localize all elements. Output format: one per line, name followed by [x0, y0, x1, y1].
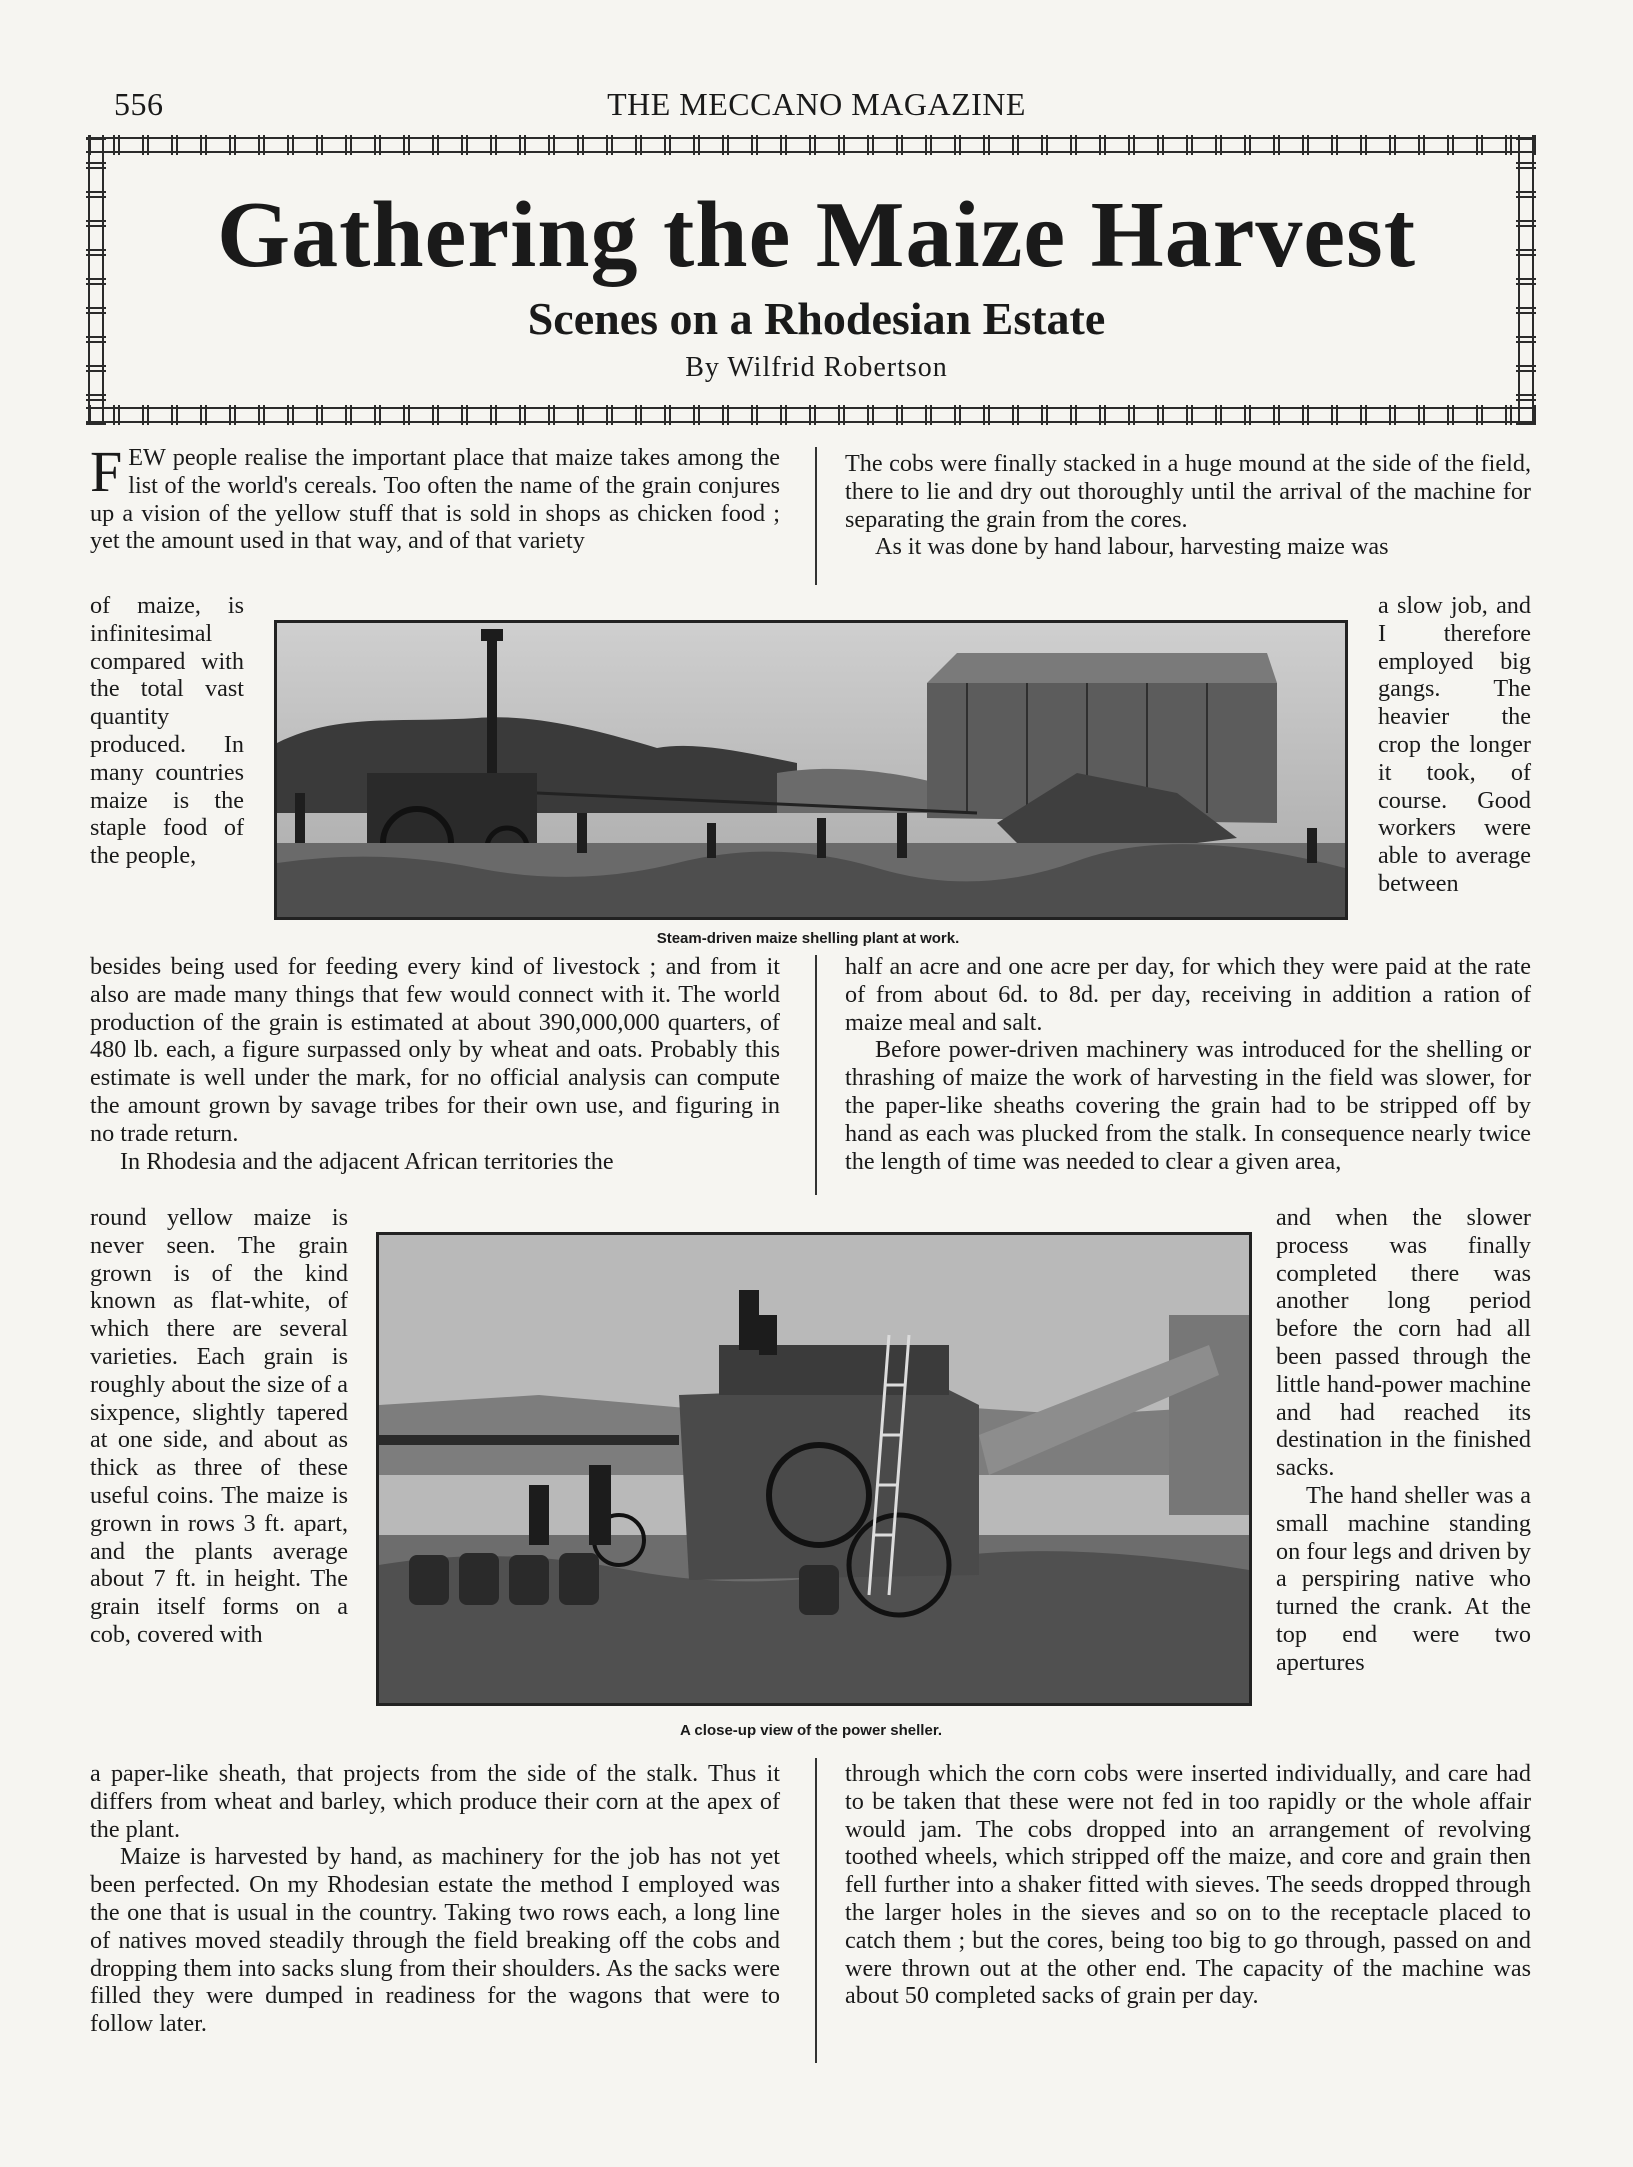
frame-bottom-border — [86, 405, 1536, 425]
running-title: THE MECCANO MAGAZINE — [607, 86, 1026, 122]
right-col-narrow-1 — [1378, 592, 1531, 898]
paragraph: half an acre and one acre per day, for which they were paid at the rate of from about 6d. to 8d. per day, receiving in addition a ration of maize meal and salt. — [845, 953, 1531, 1036]
paragraph: a slow job, and I therefore employed big gangs. The heavier the crop the longer it took, of course. Good workers were able to average between — [1378, 592, 1531, 897]
paragraph: The cobs were finally stacked in a huge mound at the side of the field, there to lie and dry out thoroughly until the arrival of the machine for separating the grain from the cores. — [845, 450, 1531, 533]
article-title: Gathering the Maize Harvest — [216, 183, 1417, 287]
article-subtitle: Scenes on a Rhodesian Estate — [527, 293, 1106, 344]
photo-caption: A close-up view of the power sheller. — [679, 1722, 942, 1739]
paragraph: of maize, is infinitesimal compared with the total vast quantity produced. In many countries maize is the staple food of the people, — [90, 592, 244, 870]
frame-top-border — [86, 135, 1536, 155]
paragraph: besides being used for feeding every kind of livestock ; and from it also are made many things that few would connect with it. The world production of the grain is estimated at about 390,000,000 quarters, of 480 lb. each, a figure surpassed only by wheat and oats. Probably this estimate is well under the mark, for no official analysis can compute the amount grown by savage tribes for their own use, and figuring in no trade return. — [90, 953, 780, 1147]
right-col-narrow-2 — [1276, 1204, 1531, 1677]
paragraph: The hand sheller was a small machine standing on four legs and driven by a perspiring native who turned the crank. At the top end were two apertures — [1276, 1481, 1531, 1676]
photo-steam-shelling-plant — [274, 620, 1348, 920]
right-col-middle — [845, 953, 1531, 1175]
paragraph: Before power-driven machinery was introduced for the shelling or thrashing of maize the work of harvesting in the field was slower, for the paper-like sheaths covering the grain had to be stripped off by hand as each was plucked from the stalk. In consequence nearly twice the length of time was needed to clear a given area, — [845, 1036, 1531, 1175]
paragraph: through which the corn cobs were inserted individually, and care had to be taken that these were not fed in too rapidly or the whole affair would jam. The cobs dropped into an arrangement of revolving toothed wheels, which stripped off the maize, and core and grain then fell further into a shaker fitted with sieves. The seeds dropped through the larger holes in the sieves and so on to the receptacle placed to catch them ; but the cores, being too big to go through, passed on and were thrown out at the other end. The capacity of the machine was about 50 completed sacks of grain per day. — [845, 1760, 1531, 2010]
left-col-narrow-2 — [90, 1204, 348, 1649]
page-number: 556 — [114, 86, 164, 122]
paragraph: a paper-like sheath, that projects from the side of the stalk. Thus it differs from wheat and barley, which produce their corn at the apex of the plant. — [90, 1760, 780, 1843]
paragraph: EW people realise the important place that maize takes among the list of the world's cereals. Too often the name of the grain conjures up a vision of the yellow stuff that is sold in shops as chicken food ; yet the amount used in that way, and of that variety — [90, 444, 780, 555]
column-rule — [815, 1758, 817, 2063]
paragraph: In Rhodesia and the adjacent African territories the — [120, 1147, 614, 1175]
left-col-intro — [90, 439, 780, 555]
photo-steam-shelling-plant-image — [277, 623, 1345, 917]
right-col-intro — [845, 450, 1531, 561]
column-rule — [815, 955, 817, 1195]
paragraph: As it was done by hand labour, harvesting maize was — [875, 533, 1389, 561]
article-byline: By Wilfrid Robertson — [685, 352, 948, 383]
paragraph: round yellow maize is never seen. The grain grown is of the kind known as flat-white, of which there are several varieties. Each grain is roughly about the size of a sixpence, slightly tapered at one side, and about as thick as three of these useful coins. The maize is grown in rows 3 ft. apart, and the plants average about 7 ft. in height. The grain itself forms on a cob, covered with — [90, 1204, 348, 1648]
photo-power-sheller — [376, 1232, 1252, 1706]
photo-power-sheller-image — [379, 1235, 1249, 1703]
left-col-bottom — [90, 1760, 780, 2038]
paragraph: and when the slower process was finally completed there was another long period before the corn had all been passed through the little hand-power machine and had reached its destination in the finished sacks. — [1276, 1204, 1531, 1482]
left-col-middle — [90, 953, 780, 1175]
right-col-bottom — [845, 1760, 1531, 2010]
photo-caption: Steam-driven maize shelling plant at work. — [656, 930, 960, 947]
paragraph: Maize is harvested by hand, as machinery for the job has not yet been perfected. On my Rhodesian estate the method I employed was the one that is usual in the country. Taking two rows each, a long line of natives moved steadily through the field breaking off the cobs and dropping them into sacks slung from their shoulders. As the sacks were filled they were dumped in readiness for the wagons that were to follow later. — [90, 1843, 780, 2038]
left-col-narrow-1 — [90, 592, 244, 870]
drop-cap: F — [90, 439, 123, 504]
column-rule — [815, 447, 817, 585]
